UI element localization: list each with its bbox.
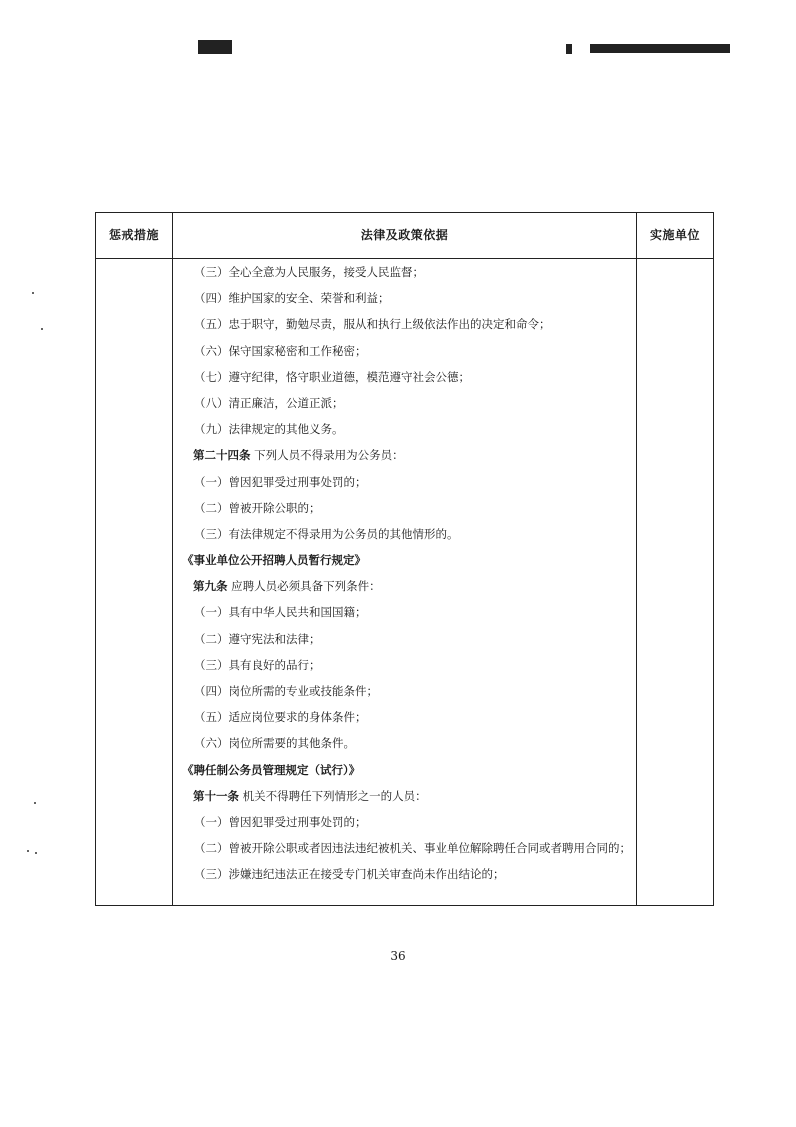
list-item: （五）忠于职守，勤勉尽责，服从和执行上级依法作出的决定和命令； [194,317,551,332]
list-item: （一）曾因犯罪受过刑事处罚的； [194,814,367,829]
scan-speck [32,292,34,294]
article-number: 第九条 [193,579,228,594]
article-line [182,442,632,468]
scan-speck [27,850,29,852]
list-item: （五）适应岗位要求的身体条件； [194,710,367,725]
list-item: （七）遵守纪律，恪守职业道德，模范遵守社会公德； [194,369,470,384]
page-number: 36 [390,949,406,963]
list-item: （二）曾被开除公职的； [194,500,321,515]
list-item: （八）清正廉洁，公道正派； [194,395,344,410]
article-text: 机关不得聘任下列情形之一的人员： [242,788,427,803]
list-item: （一）曾因犯罪受过刑事处罚的； [194,474,367,489]
basis-text-column [182,259,632,888]
article-text: 下列人员不得录用为公务员： [254,448,404,463]
scan-speck [35,852,37,854]
scan-speck [34,802,36,804]
list-item: （四）岗位所需的专业或技能条件； [194,684,378,698]
article-line [182,573,632,599]
list-item: （六）岗位所需要的其他条件。 [194,736,355,751]
article-text: 应聘人员必须具备下列条件： [231,579,381,594]
list-item: （一）具有中华人民共和国国籍； [194,605,367,620]
list-item: （二）遵守宪法和法律； [194,631,321,646]
list-item: （六）保守国家秘密和工作秘密； [194,343,367,358]
regulation-table [95,212,714,906]
scan-speck [41,328,43,330]
regulation-title: 《事业单位公开招聘人员暂行规定》 [182,553,366,568]
list-item: （四）维护国家的安全、荣誉和利益； [194,291,390,306]
list-item: （三）全心全意为人民服务，接受人民监督； [194,265,424,279]
header-unit: 实施单位 [649,228,700,242]
article-line [182,783,632,809]
article-number: 第十一条 [193,788,239,803]
article-number: 第二十四条 [193,448,251,463]
column-divider [636,213,637,905]
column-divider [172,213,173,905]
list-item: （九）法律规定的其他义务。 [194,422,344,437]
regulation-title: 《聘任制公务员管理规定（试行）》 [182,762,361,777]
header-basis: 法律及政策依据 [360,228,449,242]
list-item: （三）有法律规定不得录用为公务员的其他情形的。 [194,526,459,541]
list-item: （二）曾被开除公职或者因违法违纪被机关、事业单位解除聘任合同或者聘用合同的； [194,841,631,856]
list-item: （三）具有良好的品行； [194,657,321,672]
scan-artifact-dot [566,44,572,54]
header-measures: 惩戒措施 [108,228,159,242]
scan-artifact-left [198,40,232,54]
list-item: （三）涉嫌违纪违法正在接受专门机关审查尚未作出结论的； [194,867,505,882]
scan-artifact-right [590,44,730,53]
